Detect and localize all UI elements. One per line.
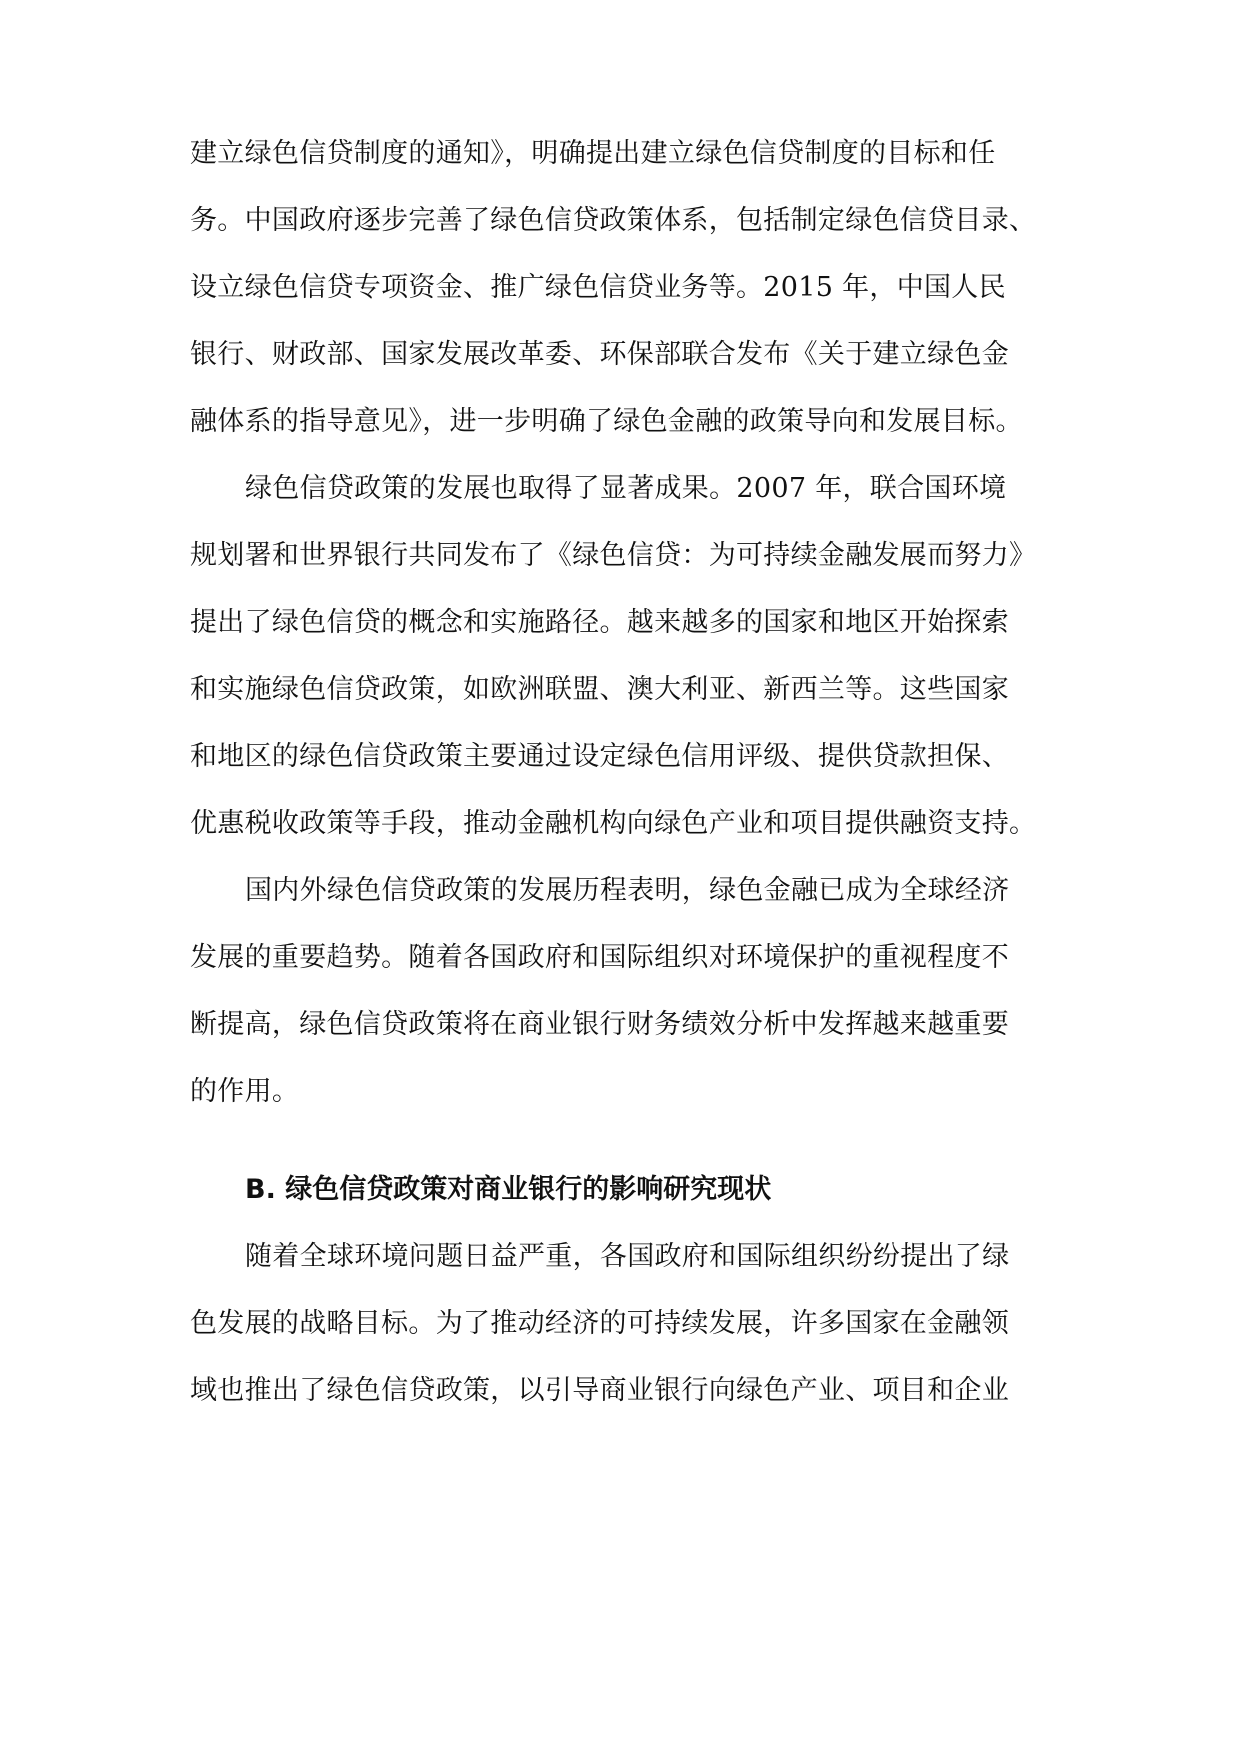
paragraph-3-line-4: 的作用。 xyxy=(190,1076,300,1107)
section-heading: B. 绿色信贷政策对商业银行的影响研究现状 xyxy=(245,1174,772,1205)
paragraph-2-line-1: 绿色信贷政策的发展也取得了显著成果。2007 年，联合国环境 xyxy=(245,473,1007,504)
paragraph-1-line-4: 银行、财政部、国家发展改革委、环保部联合发布《关于建立绿色金 xyxy=(190,339,1009,370)
paragraph-3-line-1: 国内外绿色信贷政策的发展历程表明，绿色金融已成为全球经济 xyxy=(245,875,1010,906)
paragraph-2-line-2: 规划署和世界银行共同发布了《绿色信贷：为可持续金融发展而努力》 xyxy=(190,540,1037,571)
paragraph-2-line-3: 提出了绿色信贷的概念和实施路径。越来越多的国家和地区开始探索 xyxy=(190,607,1009,638)
paragraph-4-line-2: 色发展的战略目标。为了推动经济的可持续发展，许多国家在金融领 xyxy=(190,1308,1009,1339)
paragraph-1-line-2: 务。中国政府逐步完善了绿色信贷政策体系，包括制定绿色信贷目录、 xyxy=(190,205,1037,236)
paragraph-3-line-3: 断提高，绿色信贷政策将在商业银行财务绩效分析中发挥越来越重要 xyxy=(190,1009,1009,1040)
paragraph-3-line-2: 发展的重要趋势。随着各国政府和国际组织对环境保护的重视程度不 xyxy=(190,942,1009,973)
paragraph-2-line-4: 和实施绿色信贷政策，如欧洲联盟、澳大利亚、新西兰等。这些国家 xyxy=(190,674,1009,705)
paragraph-1-line-5: 融体系的指导意见》，进一步明确了绿色金融的政策导向和发展目标。 xyxy=(190,406,1023,437)
paragraph-1-line-1: 建立绿色信贷制度的通知》，明确提出建立绿色信贷制度的目标和任 xyxy=(190,138,996,169)
paragraph-4-line-3: 域也推出了绿色信贷政策，以引导商业银行向绿色产业、项目和企业 xyxy=(190,1375,1009,1406)
paragraph-2-line-5: 和地区的绿色信贷政策主要通过设定绿色信用评级、提供贷款担保、 xyxy=(190,741,1009,772)
paragraph-1-line-3: 设立绿色信贷专项资金、推广绿色信贷业务等。2015 年，中国人民 xyxy=(190,272,1006,303)
paragraph-2-line-6: 优惠税收政策等手段，推动金融机构向绿色产业和项目提供融资支持。 xyxy=(190,808,1037,839)
paragraph-4-line-1: 随着全球环境问题日益严重，各国政府和国际组织纷纷提出了绿 xyxy=(245,1241,1010,1272)
